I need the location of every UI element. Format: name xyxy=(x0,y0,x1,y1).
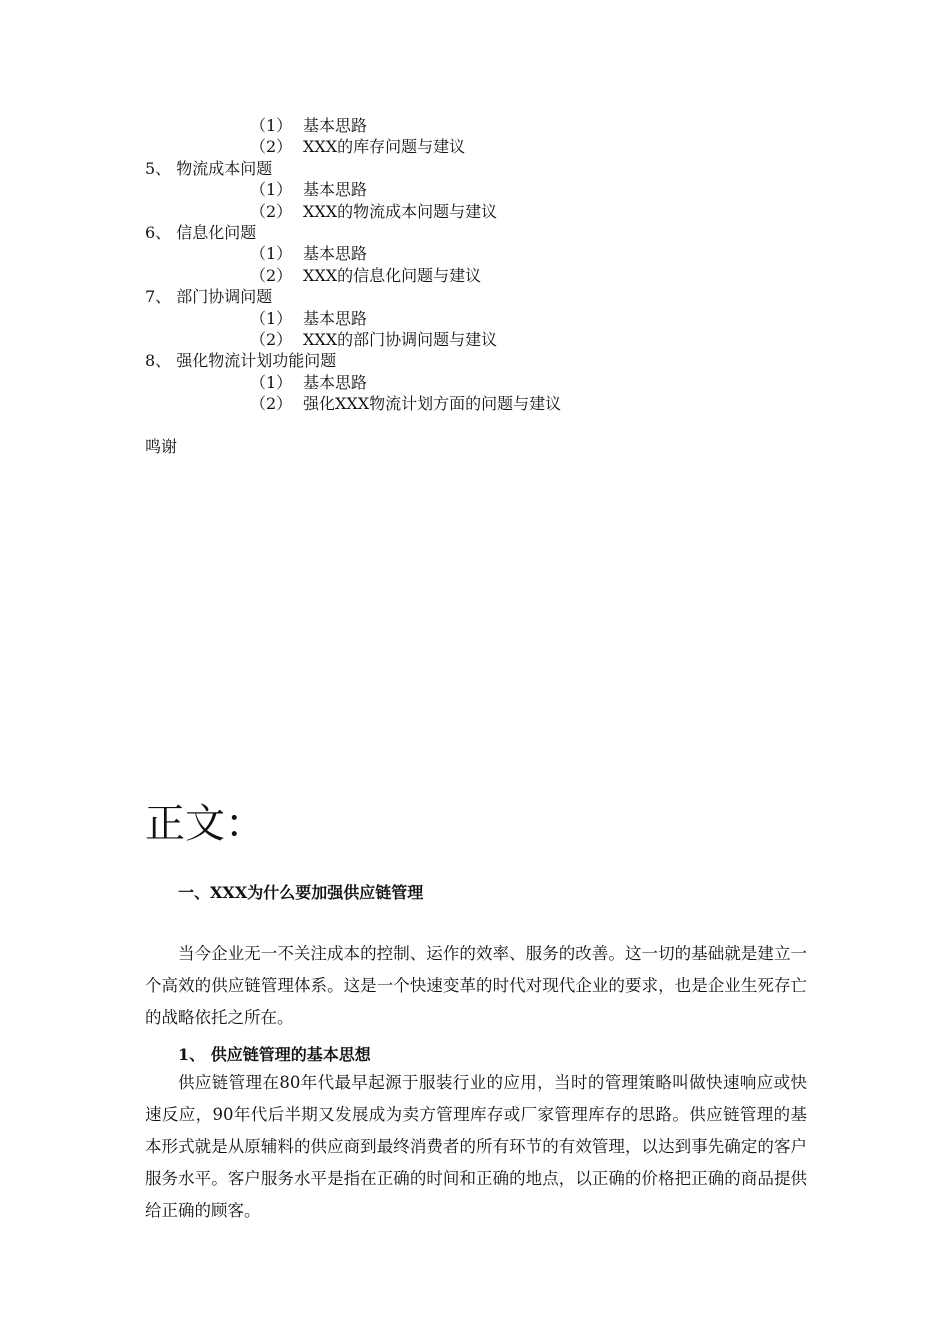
toc-item-number: （1） xyxy=(250,116,293,135)
toc-subitem: 基本思路 xyxy=(303,309,368,328)
toc-subitem: 基本思路 xyxy=(303,180,368,199)
paragraph-supply-chain: 供应链管理在80年代最早起源于服装行业的应用，当时的管理策略叫做快速响应或快速反应，90年代后半期又发展成为卖方管理库存或厂家管理库存的思路。供应链管理的基本形式就是从原辅料的供应商到最终消费者的所有环节的有效管理，以达到事先确定的客户服务水平。客户服务水平是指在正确的时间和正确的地点，以正确的价格把正确的商品提供给正确的顾客。 xyxy=(145,1073,807,1220)
toc-subitem: 基本思路 xyxy=(303,244,368,263)
toc-subitem: 强化XXX物流计划方面的问题与建议 xyxy=(303,394,562,413)
toc-subitem: 基本思路 xyxy=(303,373,368,392)
toc-item-number: （2） xyxy=(250,330,293,349)
toc-item-number: （1） xyxy=(250,373,293,392)
toc-item-number: （2） xyxy=(250,266,293,285)
toc-item-number: （1） xyxy=(250,244,293,263)
toc-item: 6、 信息化问题 xyxy=(145,223,257,242)
toc-item-number: （1） xyxy=(250,309,293,328)
toc-subitem: 基本思路 xyxy=(303,116,368,135)
paragraph-intro: 当今企业无一不关注成本的控制、运作的效率、服务的改善。这一切的基础就是建立一个高效的供应链管理体系。这是一个快速变革的时代对现代企业的要求，也是企业生死存亡的战略依托之所在。 xyxy=(145,944,807,1027)
toc-subitem: XXX的信息化问题与建议 xyxy=(303,266,482,285)
toc-item: 5、 物流成本问题 xyxy=(145,159,273,178)
toc-subitem: XXX的部门协调问题与建议 xyxy=(303,330,498,349)
toc-item-number: （2） xyxy=(250,394,293,413)
section-title: 一、XXX为什么要加强供应链管理 xyxy=(178,883,424,902)
acknowledgement: 鸣谢 xyxy=(145,437,178,456)
toc-item-number: （2） xyxy=(250,137,293,156)
toc-item: 7、 部门协调问题 xyxy=(145,287,273,306)
toc-item-number: （1） xyxy=(250,180,293,199)
toc-subitem: XXX的物流成本问题与建议 xyxy=(303,202,498,221)
toc-item: 8、 强化物流计划功能问题 xyxy=(145,351,337,370)
toc-subitem: XXX的库存问题与建议 xyxy=(303,137,466,156)
toc-item-number: （2） xyxy=(250,202,293,221)
body-heading: 正文： xyxy=(145,801,265,847)
subsection-title: 1、 供应链管理的基本思想 xyxy=(178,1045,371,1064)
